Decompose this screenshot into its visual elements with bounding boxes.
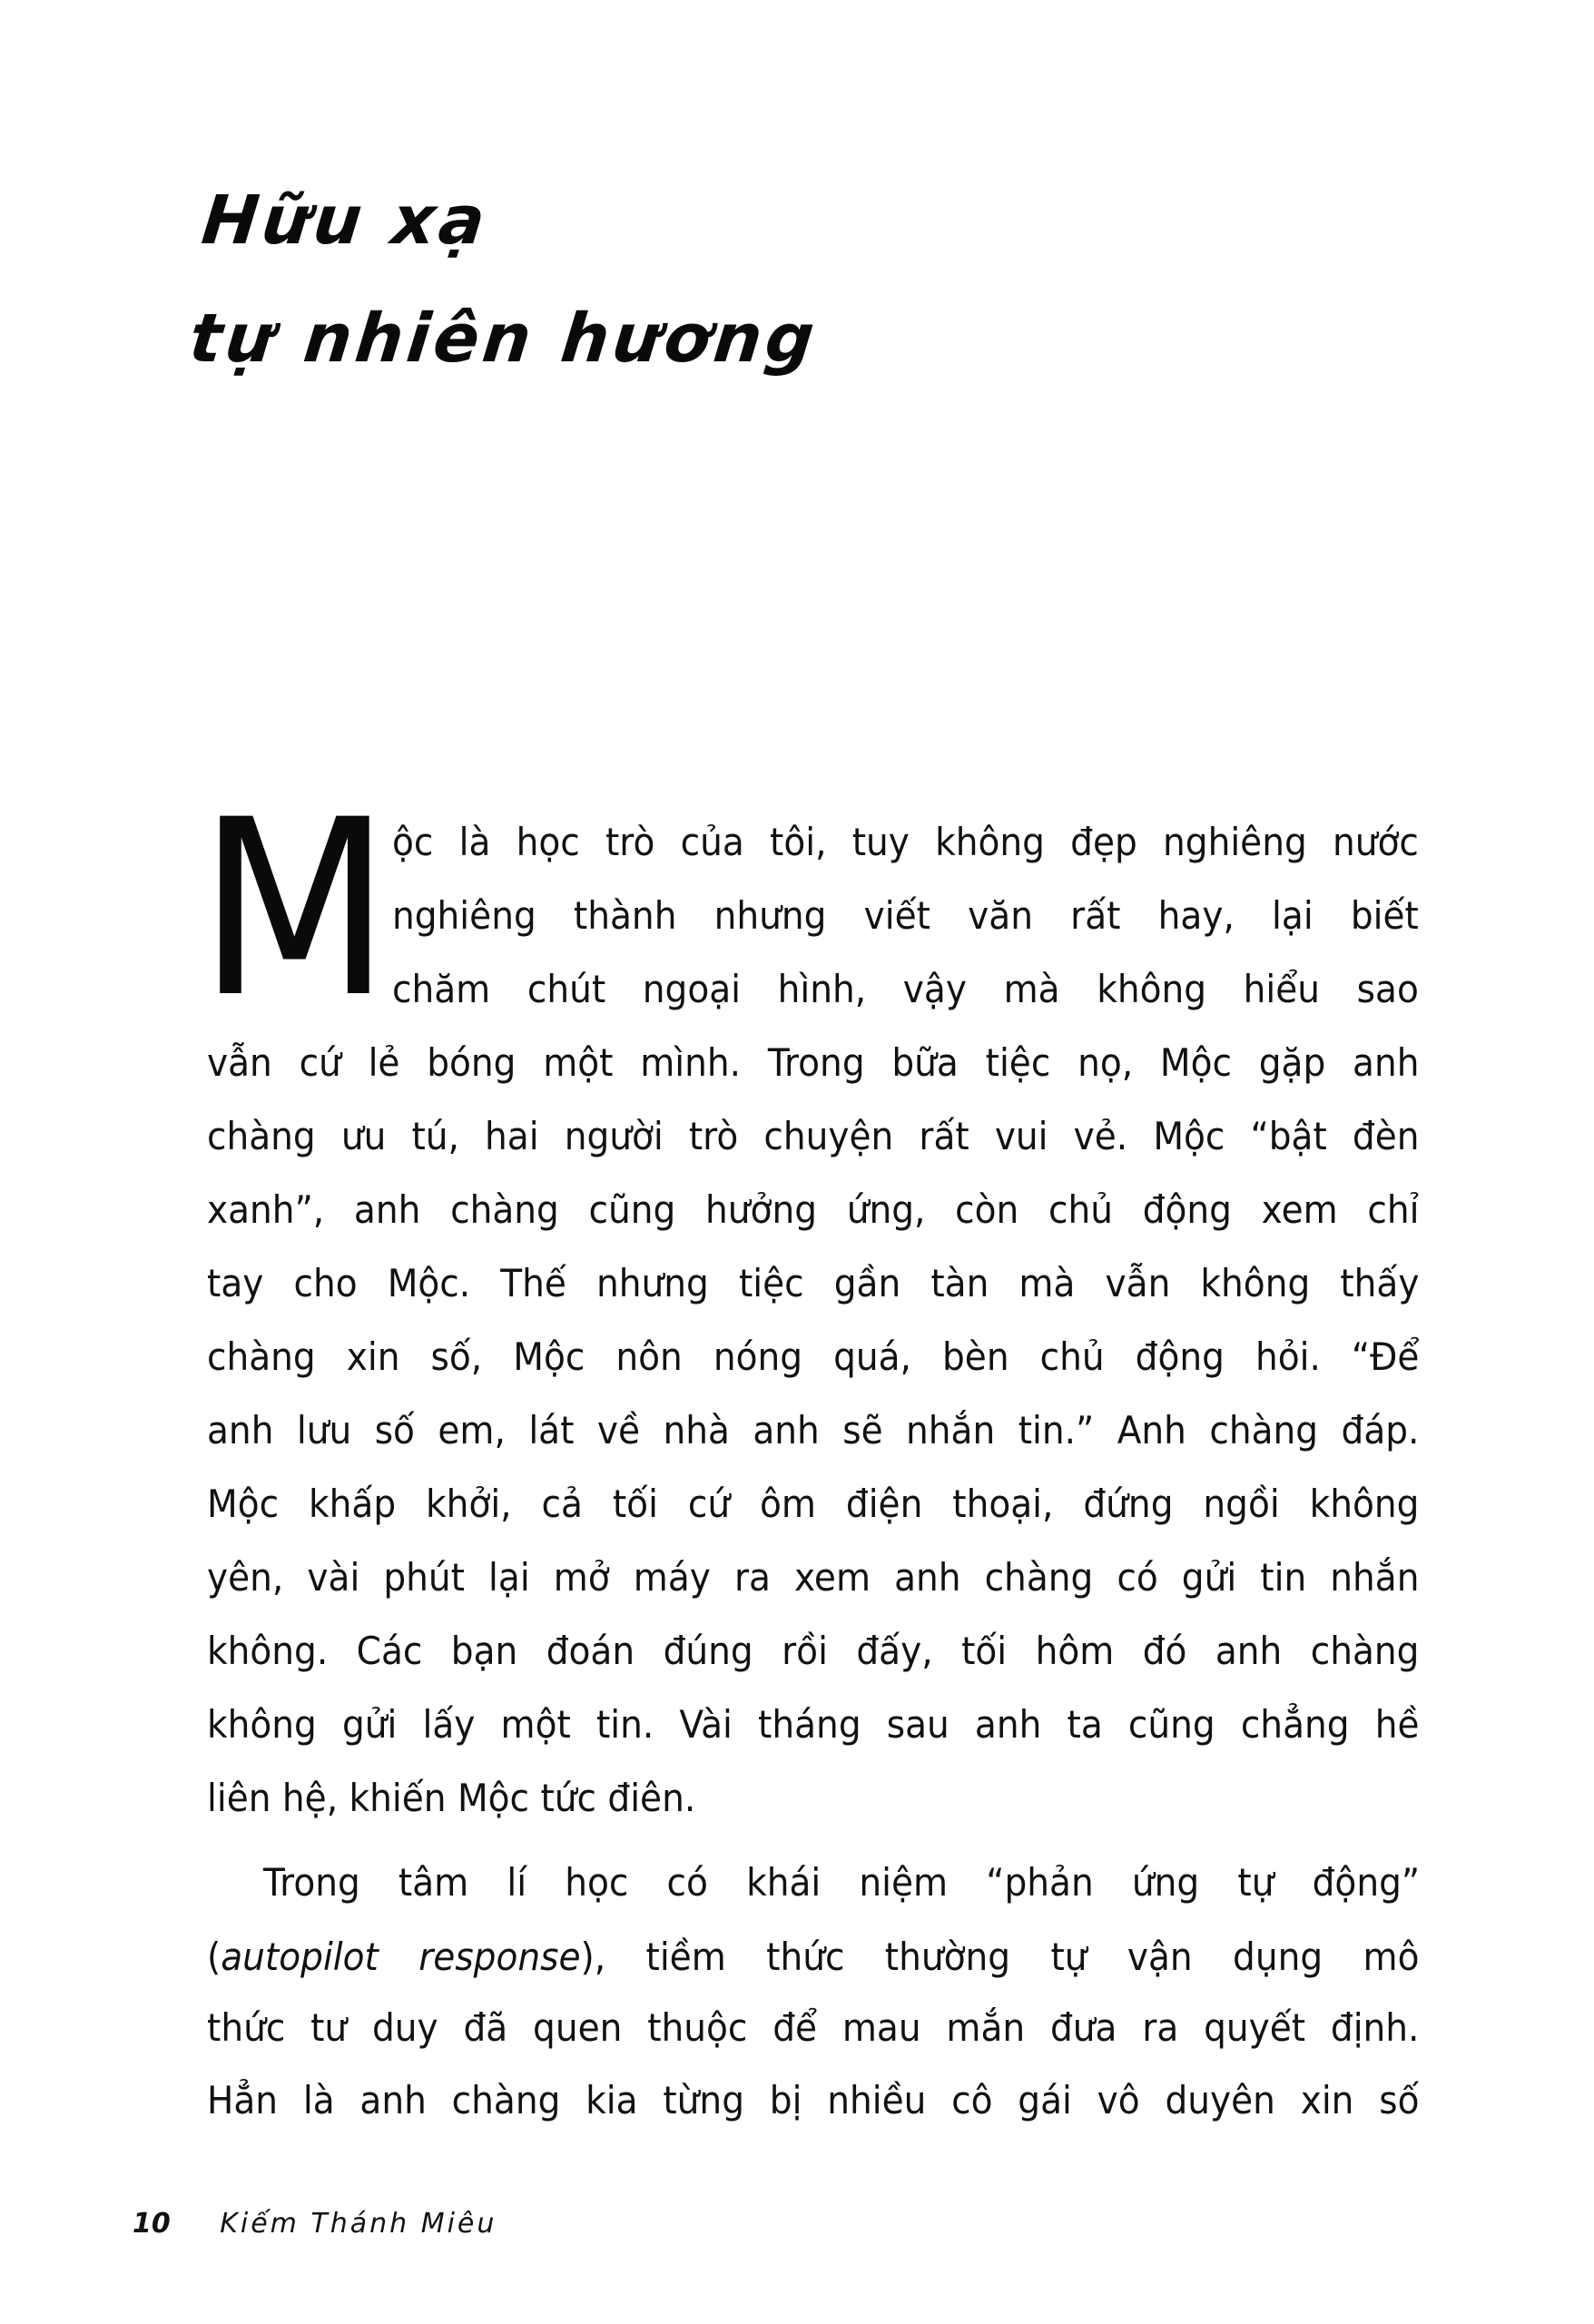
text-line: nghiêng thành nhưng viết văn rất hay, lại biết — [392, 893, 1419, 938]
drop-cap: M — [198, 768, 391, 1051]
text-line: tay cho Mộc. Thế nhưng tiệc gần tàn mà vẫn không thấy — [207, 1261, 1420, 1305]
text-line: thức tư duy đã quen thuộc để mau mắn đưa ra quyết định. — [207, 2005, 1420, 2050]
text-line: ộc là học trò của tôi, tuy không đẹp nghiêng nước — [392, 820, 1419, 864]
text-line: Trong tâm lí học có khái niệm “phản ứng tự động” — [263, 1860, 1421, 1905]
author-name: Kiếm Thánh Miêu — [220, 2208, 497, 2240]
text-line-with-italic: (autopilot response), tiềm thức thường tự vận dụng mô — [207, 1935, 1420, 1979]
text-line: xanh”, anh chàng cũng hưởng ứng, còn chủ động xem chỉ — [207, 1187, 1420, 1232]
text-line: liên hệ, khiến Mộc tức điên. — [207, 1776, 696, 1820]
text-line: không. Các bạn đoán đúng rồi đấy, tối hôm đó anh chàng — [207, 1629, 1420, 1673]
chapter-title-line-2: tự nhiên hương — [185, 300, 822, 378]
text-line: vẫn cứ lẻ bóng một mình. Trong bữa tiệc nọ, Mộc gặp anh — [207, 1040, 1420, 1085]
text-line: chàng xin số, Mộc nôn nóng quá, bèn chủ động hỏi. “Để — [207, 1334, 1420, 1379]
page-number: 10 — [133, 2208, 171, 2240]
text-line: anh lưu số em, lát về nhà anh sẽ nhắn tin.” Anh chàng đáp. — [207, 1408, 1420, 1452]
chapter-title-line-1: Hữu xạ — [198, 182, 493, 260]
text-line: chăm chút ngoại hình, vậy mà không hiểu sao — [392, 967, 1419, 1011]
text-line-rest: ), tiềm thức thường tự vận dụng mô — [580, 1935, 1420, 1979]
text-line: chàng ưu tú, hai người trò chuyện rất vui vẻ. Mộc “bật đèn — [207, 1114, 1420, 1158]
text-line: không gửi lấy một tin. Vài tháng sau anh ta cũng chẳng hề — [207, 1702, 1420, 1747]
text-line: yên, vài phút lại mở máy ra xem anh chàng có gửi tin nhắn — [207, 1555, 1420, 1600]
page-footer — [133, 2206, 497, 2242]
chapter-title — [185, 177, 834, 382]
italic-term: autopilot response — [221, 1935, 581, 1979]
text-line: Hẳn là anh chàng kia từng bị nhiều cô gái vô duyên xin số — [207, 2078, 1420, 2122]
text-line: Mộc khấp khởi, cả tối cứ ôm điện thoại, đứng ngồi không — [207, 1482, 1420, 1526]
